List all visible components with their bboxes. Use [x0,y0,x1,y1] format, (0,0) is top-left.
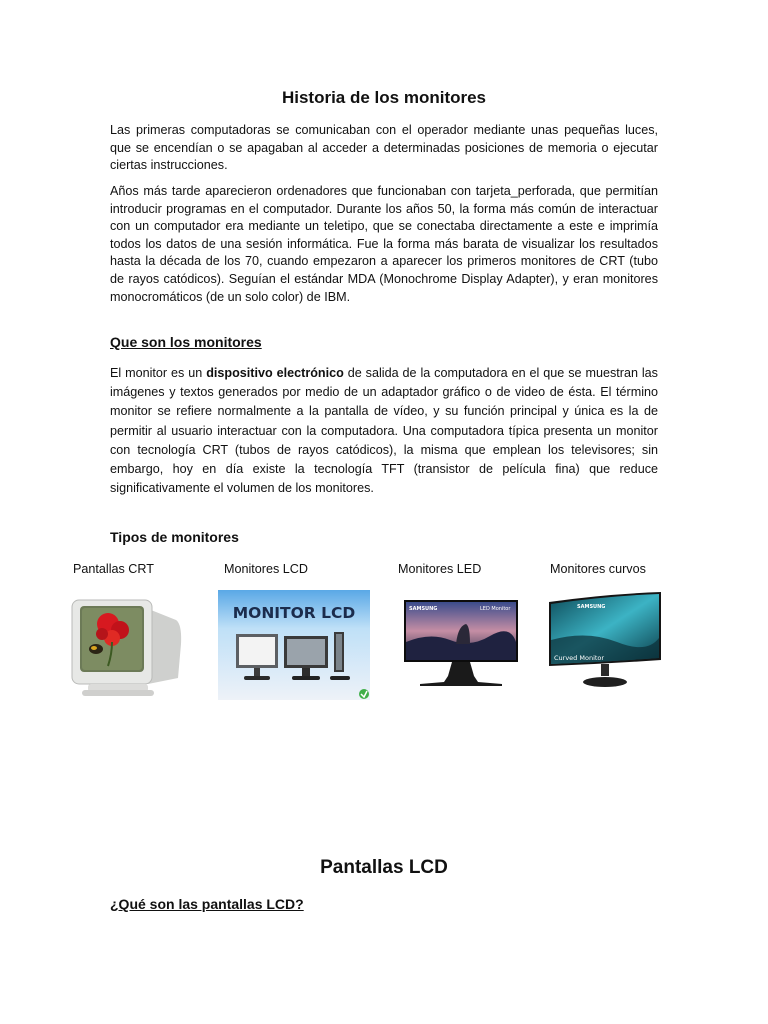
paragraph-intro: Las primeras computadoras se comunicaban con el operador mediante unas pequeñas luces, que se encendían o se apagaban al acceder a determinadas posiciones de memoria o ejecutar ciertas instrucciones. [110,123,658,173]
curved-monitor-image [547,590,663,690]
curve-label-text: Curved Monitor [554,654,605,662]
lcd-monitors-image [218,590,370,700]
document-title: Historia de los monitores [281,88,487,107]
caption-crt: Pantallas CRT [73,562,154,576]
section-title-pantallas-lcd: Pantallas LCD [320,857,448,878]
section-heading-tipos: Tipos de monitores [110,529,239,545]
crt-monitor-image [68,594,184,700]
paragraph-history: Años más tarde aparecieron ordenadores que funcionaban con tarjeta_perforada, que permitían introducir programas en el computador. Durante los años 50, la forma más común de interactuar con un computador era mediante un teletipo, que se conectaba directamente a este e imprimía todos los datos de una sesión informática. Fue la forma más barata de visualizar los resultados hasta la década de los 70, cuando empezaron a aparecer los primeros monitores de CRT (tubo de rayos catódicos). Seguían el estándar MDA (Monochrome Display Adapter), y eran monitores monocromáticos (de un solo color) de IBM. [110,184,658,304]
led-label-text: LED Monitor [480,606,511,612]
led-monitor-image [400,596,522,688]
paragraph-definition [110,364,658,498]
lcd-image-text: MONITOR LCD [232,604,356,622]
definition-text-start: El monitor es un [110,366,207,380]
caption-curved: Monitores curvos [550,562,646,576]
definition-bold-term: dispositivo electrónico [206,366,344,380]
caption-lcd: Monitores LCD [224,562,308,576]
definition-text-rest: de salida de la computadora en el que se muestran las imágenes y textos generados por medio de un adaptador gráfico o de video de ésta. El término monitor se refiere normalmente a la pantalla de vídeo, y su función principal y única es la de permitir al usuario interactuar con la computadora. Una computadora típica presenta un monitor con tecnología CRT (tubos de rayos catódicos), la misma que emplean los televisores; sin embargo, hoy en día existe la tecnología TFT (transistor de película fina) que reduce significativamente el volumen de los monitores. [110,366,658,496]
caption-led: Monitores LED [398,562,482,576]
section-heading-que-son: Que son los monitores [110,334,262,350]
led-brand-text: SAMSUNG [409,606,438,612]
section-heading-que-son-lcd: ¿Qué son las pantallas LCD? [110,896,304,912]
curve-brand-text: SAMSUNG [577,604,606,610]
